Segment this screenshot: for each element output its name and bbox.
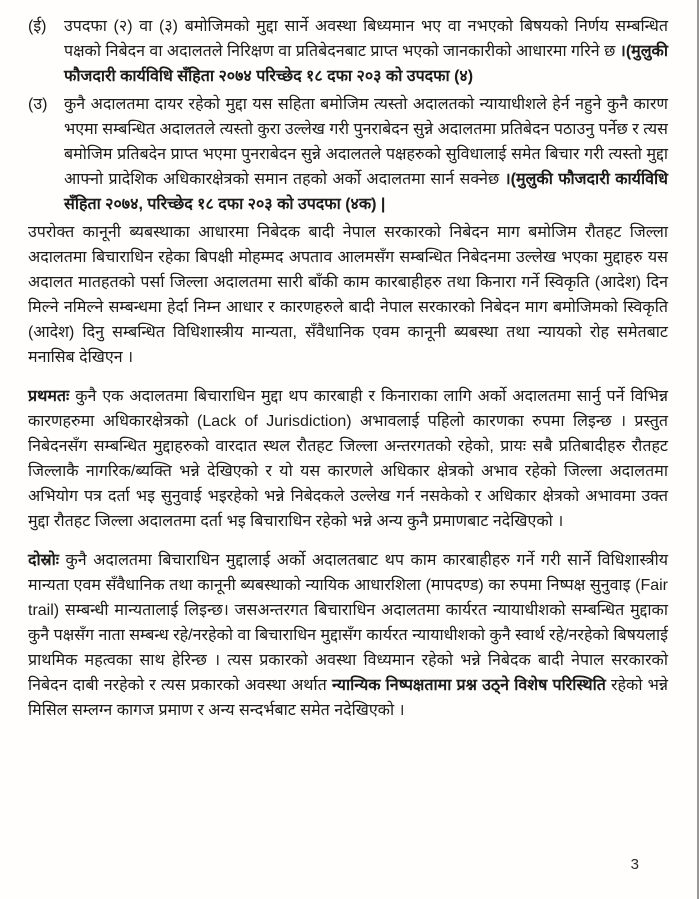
paragraph-second-text-after: रहेको भन्ने मिसिल सम्लग्न कागज प्रमाण र अन्य सन्दर्भबाट समेत नदेखिएको । (28, 677, 668, 719)
paragraph-first-lead: प्रथमतः (28, 388, 70, 405)
clause-label-u: (उ) (28, 96, 48, 113)
paragraph-second-lead: दोस्रोः (28, 552, 59, 569)
clause-body-u (64, 92, 668, 217)
document-content (28, 14, 668, 723)
paragraph-first-text: कुनै एक अदालतमा बिचाराधिन मुद्दा थप कारबाही र किनाराका लागि अर्को अदालतमा सार्नु पर्ने विभिन्न कारणहरुमा अधिकारक्षेत्रको (Lack of Jurisdiction) अभावलाई पहिलो कारणका रुपमा लिइन्छ । प्रस्तुत निबेदनसँग सम्बन्धित मुद्दाहरुको वारदात स्थल रौतहट जिल्ला अन्तरगतको रहेको, प्रायः सबै प्रतिबादीहरु रौतहट जिल्लाकै नागरिक/ब्यक्ति भन्ने देखिएको र यो यस कारणले अधिकार क्षेत्रको अभाव रहेको जिल्ला अदालतमा अभियोग पत्र दर्ता भइ सुनुवाई भइरहेको भन्ने निबेदकले उल्लेख गर्न नसकेको र अधिकार क्षेत्रको अभावमा उक्त मुद्दा रौतहट जिल्ला अदालतमा दर्ता भइ बिचाराधिन रहेको भन्ने अन्य कुनै प्रमाणबाट नदेखिएको । (28, 388, 668, 530)
clause-text-u: कुनै अदालतमा दायर रहेको मुद्दा यस सहिता बमोजिम त्यस्तो अदालतको न्यायाधीशले हेर्न नहुने कुनै कारण भएमा सम्बन्धित अदालतले त्यस्तो कुरा उल्लेख गरी पुनराबेदन सुन्ने अदालतमा प्रतिबेदन पठाउनु पर्नेछ र त्यस बमोजिम प्रतिबदेन प्राप्त भएमा पुनराबेदन सुन्ने अदालतले पक्षहरुको सुविधालाई समेत बिचार गरी त्यस्तो मुद्दा आफ्नो प्रादेशिक अधिकारक्षेत्रको समान तहको अर्को अदालतमा सार्न सक्नेछ (64, 96, 668, 188)
paragraph-first-ground (28, 384, 668, 534)
clause-item-u (28, 92, 668, 217)
paragraph-second-highlight: न्यान्यिक निष्पक्षतामा प्रश्न उठ्ने विशेष परिस्थिति (331, 677, 606, 694)
legal-citation-u: ।(मुलुकी फौजदारी कार्यविधि सँहिता २०७४, परिच्छेद १८ दफा २०३ को उपदफा (४क) | (64, 171, 668, 213)
paragraph-intro-text: उपरोक्त कानूनी ब्यबस्थाका आधारमा निबेदक बादी नेपाल सरकारको निबेदन माग बमोजिम रौतहट जिल्ला अदालतमा बिचाराधिन रहेका बिपक्षी मोहम्मद अपताव आलमसँग सम्बन्धित निबेदनमा उल्लेख भएका मुद्दाहरु यस अदालत मातहतको पर्सा जिल्ला अदालतमा सारी बाँकी काम कारबाहीहरु तथा किनारा गर्ने स्विकृति (आदेश) दिन मिल्ने नमिल्ने सम्बन्धमा हेर्दा निम्न आधार र कारणहरुले बादी नेपाल सरकारको निबेदन माग बमोजिमको स्विकृति (आदेश) दिनु सम्बन्धित विधिशास्त्रीय मान्यता, सँवैधानिक एवम कानूनी ब्यबस्था तथा न्यायको रोह समेतबाट मनासिब देखिएन । (28, 224, 668, 366)
clause-label-e: (ई) (28, 18, 47, 35)
paragraph-second-text-before: कुनै अदालतमा बिचाराधिन मुद्दालाई अर्को अदालतबाट थप काम कारबाहीहरु गर्ने गरी सार्ने विधिशास्त्रीय मान्यता एवम सँवैधानिक तथा कानूनी ब्यबस्थाको न्यायिक आधारशिला (मापदण्ड) का रुपमा निष्पक्ष सुनुवाइ (Fair trail) सम्बन्धी मान्यतालाई लिइन्छ। जसअन्तरगत बिचाराधिन अदालतमा कार्यरत न्यायाधीशको सम्बन्धित मुद्दाका कुनै पक्षसँग नाता सम्बन्ध रहे/नरहेको वा बिचाराधिन मुद्दासँग कार्यरत न्यायाधीशको कुनै स्वार्थ रहे/नरहेको बिषयलाई प्राथमिक महत्वका साथ हेरिन्छ । त्यस प्रकारको अवस्था विध्यमान रहेको भन्ने निबेदक बादी नेपाल सरकारको निबेदन दाबी नरहेको र त्यस प्रकारको अवस्था अर्थात (28, 552, 668, 694)
legal-citation-e: ।(मुलुकी फौजदारी कार्यविधि सँहिता २०७४ परिच्छेद १८ दफा २०३ को उपदफा (४) (64, 43, 668, 85)
clause-item-e (28, 14, 668, 89)
page-number: 3 (630, 856, 639, 873)
paragraph-second-ground (28, 548, 668, 723)
clause-text-e: उपदफा (२) वा (३) बमोजिमको मुद्दा सार्ने अवस्था बिध्यमान भए वा नभएको बिषयको निर्णय सम्बन्धित पक्षको निबेदन वा अदालतले निरिक्षण वा प्रतिबेदनबाट प्राप्त भएको जानकारीको आधारमा गरिने छ (64, 18, 668, 60)
paragraph-intro (28, 220, 668, 370)
clause-body-e (64, 14, 668, 89)
